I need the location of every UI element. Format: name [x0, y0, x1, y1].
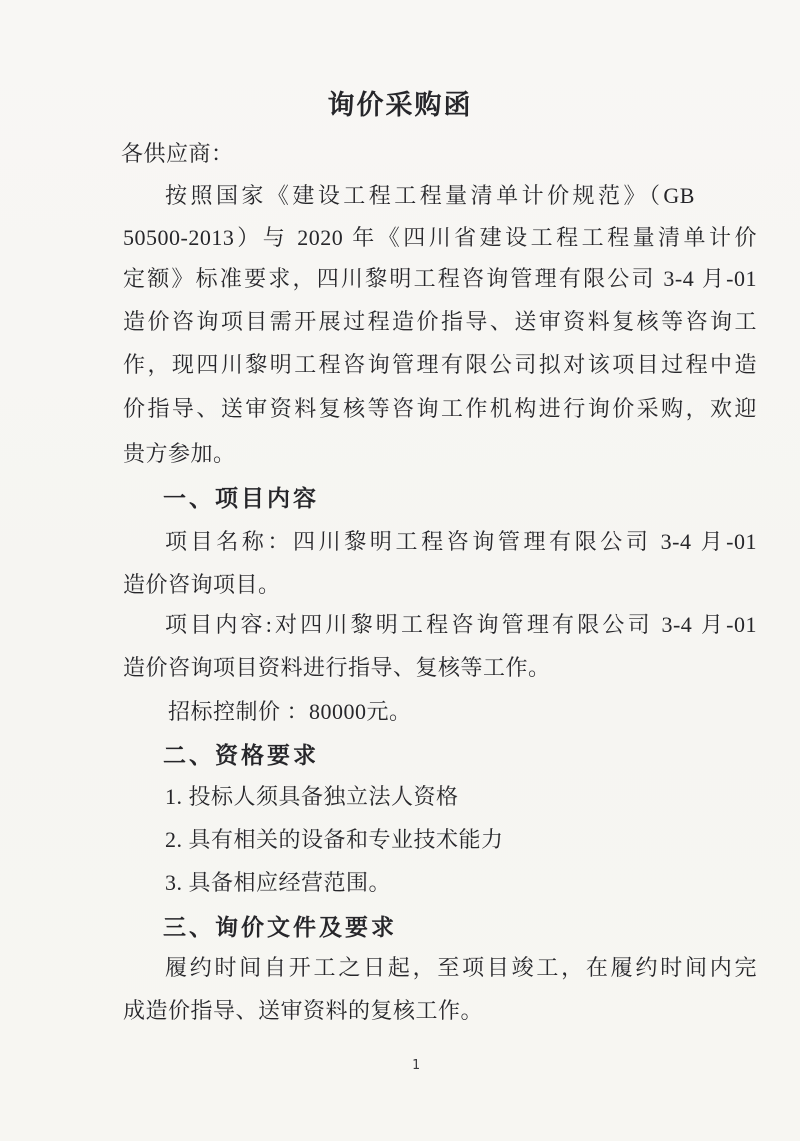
salutation: 各供应商：	[121, 141, 234, 166]
page-number: 1	[412, 1058, 420, 1073]
section-1-line: 项目内容:对四川黎明工程咨询管理有限公司 3-4 月-01	[165, 612, 757, 637]
intro-line: 定额》标准要求，四川黎明工程咨询管理有限公司 3-4 月-01	[123, 266, 757, 291]
qualification-item: 1. 投标人须具备独立法人资格	[165, 784, 459, 809]
qualification-item: 2. 具有相关的设备和专业技术能力	[165, 827, 504, 852]
section-1-line: 项目名称：四川黎明工程咨询管理有限公司 3-4 月-01	[165, 529, 757, 554]
intro-line: 造价咨询项目需开展过程造价指导、送审资料复核等咨询工	[123, 309, 757, 334]
intro-line: 按照国家《建设工程工程量清单计价规范》（GB	[165, 183, 695, 208]
section-3-heading: 三、询价文件及要求	[163, 915, 397, 940]
intro-line: 作，现四川黎明工程咨询管理有限公司拟对该项目过程中造	[123, 352, 757, 377]
section-3-line: 履约时间自开工之日起，至项目竣工，在履约时间内完	[165, 955, 757, 980]
intro-line: 50500-2013）与 2020 年《四川省建设工程工程量清单计价	[123, 225, 757, 250]
section-1-line: 造价咨询项目资料进行指导、复核等工作。	[123, 655, 551, 680]
intro-line: 贵方参加。	[123, 441, 236, 466]
section-2-heading: 二、资格要求	[163, 743, 319, 768]
intro-line: 价指导、送审资料复核等咨询工作机构进行询价采购，欢迎	[123, 396, 757, 421]
section-3-line: 成造价指导、送审资料的复核工作。	[123, 998, 484, 1023]
section-1-line: 造价咨询项目。	[123, 572, 281, 597]
tender-control-price-line: 招标控制价 ：80000元。	[168, 699, 412, 724]
section-1-heading: 一、项目内容	[163, 486, 319, 511]
qualification-item: 3. 具备相应经营范围。	[165, 870, 392, 895]
document-title: 询价采购函	[327, 90, 473, 120]
